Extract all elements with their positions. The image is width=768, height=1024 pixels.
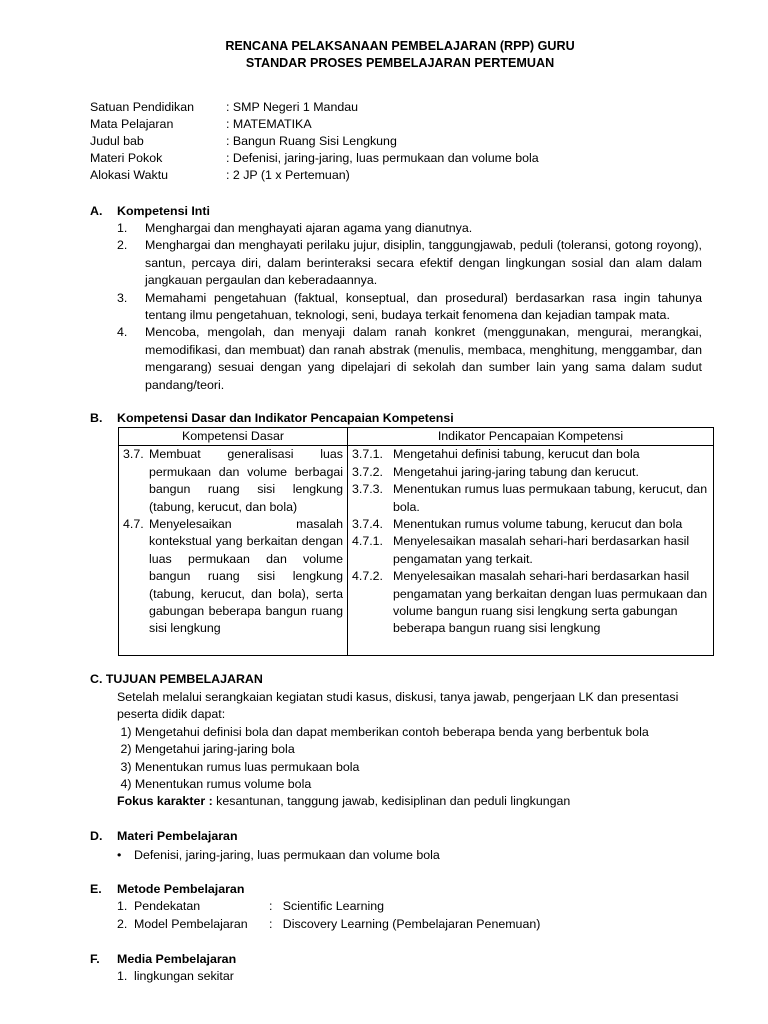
media-number: 1. — [117, 969, 128, 983]
tujuan-item: 2) Mengetahui jaring-jaring bola — [117, 742, 295, 756]
kd-text: Menyelesaikan masalah kontekstual yang berkaitan dengan luas permukaan dan volume bangun ruang sisi lengkung (tabung, kerucut, dan bola), serta gabungan beberapa bangun ruang sisi lengkung — [149, 517, 343, 636]
section-b-heading — [0, 410, 700, 428]
metode-number: 1. — [117, 899, 128, 913]
section-a-heading — [0, 203, 700, 221]
table-header: Indikator Pencapaian Kompetensi — [348, 428, 714, 446]
list-item — [117, 220, 702, 237]
bullet-icon: • — [117, 848, 122, 862]
ipk-text: Menentukan rumus volume tabung, kerucut dan bola — [393, 517, 683, 532]
section-e-heading — [0, 881, 700, 899]
tujuan-intro: Setelah melalui serangkaian kegiatan studi kasus, diskusi, tanya jawab, pengerjaan LK dan presentasi — [117, 690, 679, 704]
kompetensi-inti-list — [117, 220, 702, 394]
kd-cell — [119, 446, 348, 656]
info-label: Judul bab — [90, 134, 144, 148]
info-row — [90, 133, 690, 150]
section-letter: D. — [90, 829, 103, 843]
ipk-number: 3.7.2. — [352, 464, 384, 479]
kd-item — [123, 516, 343, 638]
fokus-text: kesantunan, tanggung jawab, kedisiplinan dan peduli lingkungan — [212, 794, 571, 808]
ipk-number: 4.7.1. — [352, 534, 384, 549]
list-item — [117, 290, 702, 325]
item-text: Menghargai dan menghayati perilaku jujur, disiplin, tanggungjawab, peduli (toleransi, gotong royong), santun, percaya diri, dalam berinteraksi secara efektif dengan lingkungan sosial dan alam dalam jangkauan pergaulan dan keberadaannya. — [145, 238, 702, 288]
document-title-line1: RENCANA PELAKSANAAN PEMBELAJARAN (RPP) GURU — [225, 39, 575, 53]
info-label: Materi Pokok — [90, 151, 163, 165]
ipk-text: Menentukan rumus luas permukaan tabung, kerucut, dan bola. — [393, 482, 708, 514]
kd-number: 4.7. — [123, 517, 144, 532]
item-text: Menghargai dan menghayati ajaran agama yang dianutnya. — [145, 221, 473, 235]
section-title: Kompetensi Dasar dan Indikator Pencapaian Kompetensi — [117, 411, 454, 425]
ipk-text: Menyelesaikan masalah sehari-hari berdasarkan hasil pengamatan yang berkaitan dengan luas permukaan dan volume bangun ruang sisi lengkung serta gabungan beberapa bangun ruang sisi lengkung — [393, 569, 708, 636]
info-row — [90, 116, 690, 133]
ipk-item — [352, 568, 709, 638]
kompetensi-table — [118, 427, 714, 656]
document-title-line2: STANDAR PROSES PEMBELAJARAN PERTEMUAN — [245, 56, 555, 70]
item-number: 4. — [117, 325, 128, 340]
section-letter: B. — [90, 411, 103, 425]
materi-item: Defenisi, jaring-jaring, luas permukaan dan volume bola — [134, 848, 440, 862]
item-number: 1. — [117, 221, 128, 235]
table-header: Kompetensi Dasar — [119, 428, 348, 446]
metode-label: Model Pembelajaran — [134, 917, 248, 931]
info-row — [90, 99, 690, 116]
section-title: Materi Pembelajaran — [117, 829, 238, 843]
table-header-row — [119, 428, 714, 446]
section-title: Kompetensi Inti — [117, 204, 210, 218]
metode-value: : Discovery Learning (Pembelajaran Penemuan) — [269, 917, 541, 931]
metode-label: Pendekatan — [134, 899, 201, 913]
ipk-number: 3.7.1. — [352, 447, 384, 462]
item-text: Mencoba, mengolah, dan menyaji dalam ranah konkret (menggunakan, mengurai, merangkai, memodifikasi, dan membuat) dan ranah abstrak (menulis, membaca, menghitung, menggambar, dan mengarang) sesuai dengan yang dipelajari di sekolah dan sumber lain yang sama dalam sudut pandang/teori. — [145, 325, 702, 392]
tujuan-item: 1) Mengetahui definisi bola dan dapat memberikan contoh beberapa benda yang berbentuk bola — [117, 725, 649, 739]
ipk-text: Menyelesaikan masalah sehari-hari berdasarkan hasil pengamatan yang terkait. — [393, 534, 690, 566]
info-label: Alokasi Waktu — [90, 168, 169, 182]
section-letter: A. — [90, 204, 103, 218]
section-d-heading — [0, 828, 700, 846]
info-row — [90, 150, 690, 167]
item-number: 2. — [117, 238, 128, 253]
ipk-item — [352, 481, 709, 516]
kd-item — [123, 446, 343, 516]
kd-text: Membuat generalisasi luas permukaan dan volume berbagai bangun ruang sisi lengkung (tabung, kerucut, dan bola) — [149, 447, 343, 514]
ipk-item — [352, 516, 709, 533]
list-item — [117, 237, 702, 289]
info-value: : Defenisi, jaring-jaring, luas permukaan dan volume bola — [226, 151, 539, 165]
metode-value: : Scientific Learning — [269, 899, 385, 913]
ipk-item — [352, 464, 709, 481]
info-value: : MATEMATIKA — [226, 117, 312, 131]
ipk-number: 3.7.4. — [352, 517, 384, 532]
kd-number: 3.7. — [123, 447, 144, 462]
metode-number: 2. — [117, 917, 128, 931]
ipk-item — [352, 533, 709, 568]
fokus-label: Fokus karakter : — [117, 794, 213, 808]
ipk-cell — [348, 446, 714, 656]
info-label: Satuan Pendidikan — [90, 100, 195, 114]
section-c-heading: C. TUJUAN PEMBELAJARAN — [90, 672, 263, 686]
fokus-karakter — [117, 793, 570, 810]
tujuan-item: 3) Menentukan rumus luas permukaan bola — [117, 760, 360, 774]
section-title: Media Pembelajaran — [117, 952, 237, 966]
item-text: Memahami pengetahuan (faktual, konseptual, dan prosedural) berdasarkan rasa ingin tahunya tentang ilmu pengetahuan, teknologi, seni, budaya terkait fenomena dan kejadian tampak mata. — [145, 290, 702, 323]
ipk-item — [352, 446, 709, 463]
ipk-number: 3.7.3. — [352, 482, 384, 497]
section-f-heading — [0, 951, 700, 969]
info-value: : Bangun Ruang Sisi Lengkung — [226, 134, 397, 148]
info-row — [90, 167, 690, 184]
section-letter: E. — [90, 882, 102, 896]
item-number: 3. — [117, 290, 128, 305]
list-item — [117, 324, 702, 394]
ipk-text: Mengetahui jaring-jaring tabung dan kerucut. — [393, 464, 639, 479]
ipk-text: Mengetahui definisi tabung, kerucut dan bola — [393, 447, 640, 462]
info-label: Mata Pelajaran — [90, 117, 174, 131]
section-letter: F. — [90, 952, 100, 966]
tujuan-item: 4) Menentukan rumus volume bola — [117, 777, 312, 791]
table-row — [119, 446, 714, 656]
section-title: Metode Pembelajaran — [117, 882, 245, 896]
ipk-number: 4.7.2. — [352, 569, 384, 584]
info-value: : SMP Negeri 1 Mandau — [226, 100, 359, 114]
tujuan-intro: peserta didik dapat: — [117, 707, 226, 721]
info-value: : 2 JP (1 x Pertemuan) — [226, 168, 350, 182]
media-item: lingkungan sekitar — [134, 969, 234, 983]
